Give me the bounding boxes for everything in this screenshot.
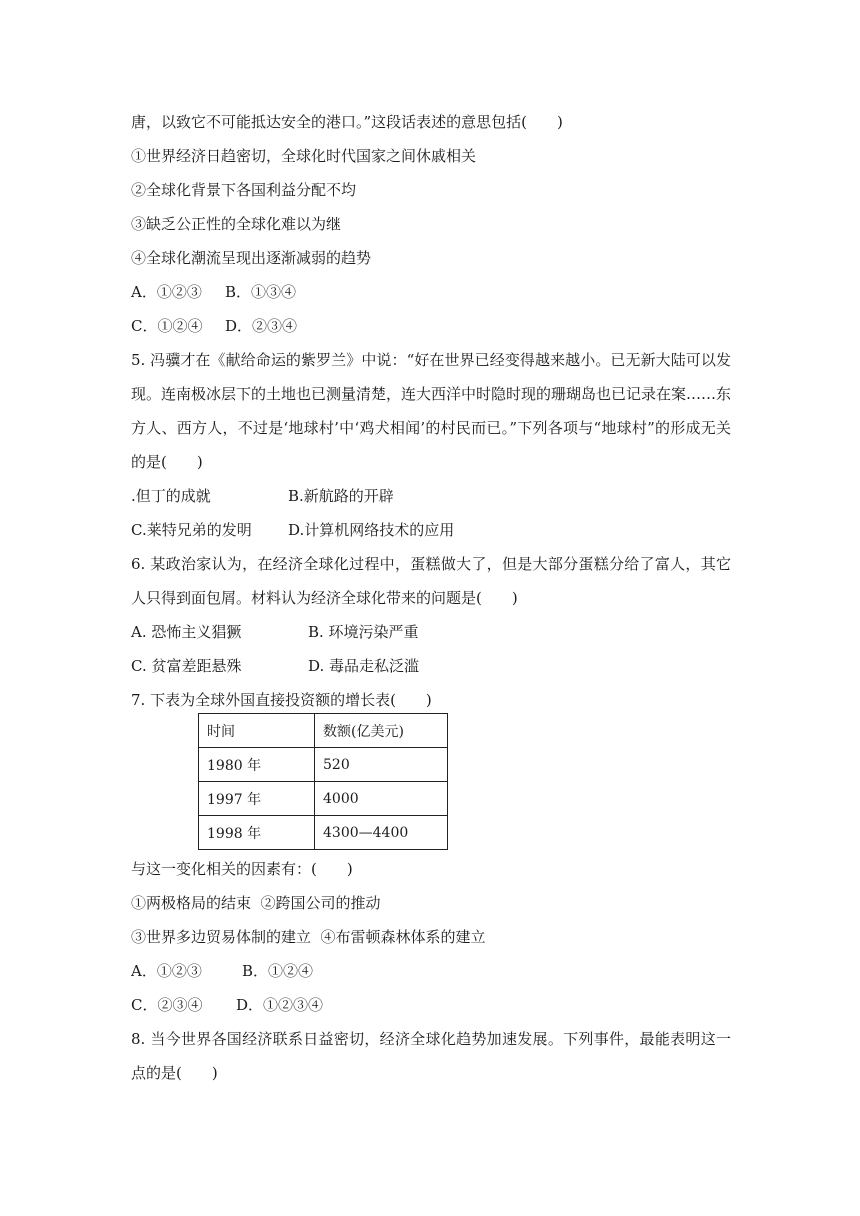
q7-option-d: D．①②③④ [236,996,324,1014]
table-cell: 520 [315,748,448,782]
table-header-row [199,714,448,748]
q5-line-3: 方人、西方人，不过是‘地球村’中‘鸡犬相闻’的村民而已。”下列各项与“地球村”的形成无关 [131,419,731,437]
investment-table [198,713,448,850]
q5-option-b: B.新航路的开辟 [288,487,394,505]
q6-option-d: D. 毒品走私泛滥 [308,657,420,675]
q4-statement-4: ④全球化潮流呈现出逐渐减弱的趋势 [131,249,372,267]
table-cell: 4300—4400 [315,816,448,850]
q5-line-2: 现。连南极冰层下的土地也已测量清楚，连大西洋中时隐时现的珊瑚岛也已记录在案……东 [131,385,732,403]
q6-line-2: 人只得到面包屑。材料认为经济全球化带来的问题是( ) [131,589,518,607]
q4-statement-1: ①世界经济日趋密切，全球化时代国家之间休戚相关 [131,147,477,165]
q7-option-c: C．②③④ [131,996,203,1014]
table-cell: 4000 [315,782,448,816]
q5-option-c: C.莱特兄弟的发明 [131,521,252,539]
q4-option-d: D．②③④ [225,317,298,335]
q4-option-c: C．①②④ [131,317,203,335]
q5-line-1: 5. 冯骥才在《献给命运的紫罗兰》中说：“好在世界已经变得越来越小。已无新大陆可以发 [131,351,731,369]
q5-option-d: D.计算机网络技术的应用 [288,521,455,539]
table-row [199,748,448,782]
q4-stem-tail: 唐，以致它不可能抵达安全的港口。”这段话表述的意思包括( ) [131,113,563,131]
table-header-cell: 时间 [199,714,315,748]
q4-option-a: A．①②③ [131,283,202,301]
q8-line-1: 8. 当今世界各国经济联系日益密切，经济全球化趋势加速发展。下列事件，最能表明这一 [131,1030,731,1048]
q8-line-2: 点的是( ) [131,1064,218,1082]
q6-option-c: C. 贫富差距悬殊 [131,657,242,675]
q7-statements-line-1: ①两极格局的结束 ②跨国公司的推动 [131,894,381,912]
q5-option-a: .但丁的成就 [131,487,211,505]
q7-statements-line-2: ③世界多边贸易体制的建立 ④布雷顿森林体系的建立 [131,928,486,946]
table-cell: 1997 年 [199,782,315,816]
q7-option-a: A．①②③ [131,962,202,980]
q7-question: 与这一变化相关的因素有：( ) [131,860,353,878]
q7-stem: 7. 下表为全球外国直接投资额的增长表( ) [131,691,432,709]
q6-line-1: 6. 某政治家认为，在经济全球化过程中，蛋糕做大了，但是大部分蛋糕分给了富人，其它 [131,555,731,573]
q4-option-b: B．①③④ [225,283,297,301]
q5-line-4: 的是( ) [131,453,203,471]
table-row [199,816,448,850]
table-row [199,782,448,816]
table-cell: 1998 年 [199,816,315,850]
q4-statement-3: ③缺乏公正性的全球化难以为继 [131,215,342,233]
table-cell: 1980 年 [199,748,315,782]
q6-option-b: B. 环境污染严重 [308,623,419,641]
q4-statement-2: ②全球化背景下各国利益分配不均 [131,181,357,199]
table-header-cell: 数额(亿美元) [315,714,448,748]
q6-option-a: A. 恐怖主义猖獗 [131,623,242,641]
q7-option-b: B．①②④ [242,962,314,980]
